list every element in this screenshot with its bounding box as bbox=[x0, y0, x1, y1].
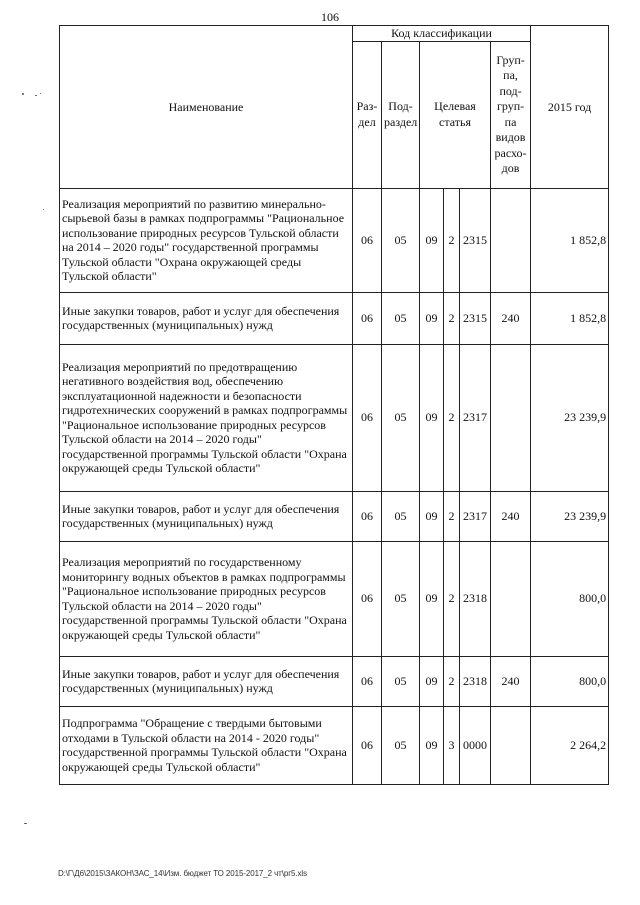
row-amount: 800,0 bbox=[531, 541, 609, 656]
row-target-subprogram: 2 bbox=[444, 292, 460, 344]
row-section: 06 bbox=[353, 344, 382, 491]
row-name: Иные закупки товаров, работ и услуг для обеспечения государственных (муниципальных) нужд bbox=[60, 491, 353, 541]
row-subsection: 05 bbox=[382, 188, 420, 292]
row-target-code: 0000 bbox=[460, 706, 491, 784]
row-section: 06 bbox=[353, 706, 382, 784]
row-amount: 800,0 bbox=[531, 656, 609, 706]
row-target-program: 09 bbox=[420, 656, 444, 706]
header-name: Наименование bbox=[60, 26, 353, 189]
header-year: 2015 год bbox=[531, 26, 609, 189]
header-section: Раз-дел bbox=[353, 41, 382, 188]
row-amount: 23 239,9 bbox=[531, 344, 609, 491]
row-section: 06 bbox=[353, 188, 382, 292]
row-amount: 1 852,8 bbox=[531, 188, 609, 292]
table-row bbox=[60, 491, 609, 541]
row-target-code: 2315 bbox=[460, 188, 491, 292]
scan-speck bbox=[22, 93, 24, 95]
row-expense-group bbox=[491, 541, 531, 656]
row-amount: 1 852,8 bbox=[531, 292, 609, 344]
row-target-code: 2317 bbox=[460, 344, 491, 491]
row-target-program: 09 bbox=[420, 541, 444, 656]
header-row-1 bbox=[60, 26, 609, 42]
header-target: Целевая статья bbox=[420, 41, 491, 188]
row-name: Подпрограмма "Обращение с твердыми бытовыми отходами в Тульской области на 2014 - 2020 годы" государственной программы Тульской области "Охрана окружающей среды Тульской области" bbox=[60, 706, 353, 784]
row-subsection: 05 bbox=[382, 344, 420, 491]
table-row bbox=[60, 344, 609, 491]
scan-speck bbox=[24, 823, 27, 824]
row-section: 06 bbox=[353, 491, 382, 541]
row-section: 06 bbox=[353, 541, 382, 656]
row-subsection: 05 bbox=[382, 541, 420, 656]
scan-speck bbox=[40, 93, 41, 94]
row-target-subprogram: 3 bbox=[444, 706, 460, 784]
scan-speck bbox=[43, 209, 44, 210]
table-row bbox=[60, 188, 609, 292]
row-target-subprogram: 2 bbox=[444, 656, 460, 706]
row-subsection: 05 bbox=[382, 292, 420, 344]
row-name: Иные закупки товаров, работ и услуг для обеспечения государственных (муниципальных) нужд bbox=[60, 292, 353, 344]
scan-speck bbox=[35, 95, 37, 96]
row-target-code: 2315 bbox=[460, 292, 491, 344]
row-section: 06 bbox=[353, 292, 382, 344]
row-target-subprogram: 2 bbox=[444, 344, 460, 491]
row-name: Реализация мероприятий по предотвращению негативного воздействия вод, обеспечению эксплуатационной надежности и безопасности гидротехнических сооружений в рамках подпрограммы "Рациональное использование природных ресурсов Тульской области на 2014 – 2020 годы" государственной программы Тульской области "Охрана окружающей среды Тульской области" bbox=[60, 344, 353, 491]
row-target-program: 09 bbox=[420, 292, 444, 344]
row-target-subprogram: 2 bbox=[444, 188, 460, 292]
page-number: 106 bbox=[321, 10, 339, 24]
table-row bbox=[60, 541, 609, 656]
row-expense-group bbox=[491, 706, 531, 784]
row-name: Иные закупки товаров, работ и услуг для обеспечения государственных (муниципальных) нужд bbox=[60, 656, 353, 706]
budget-table bbox=[59, 25, 609, 785]
row-expense-group: 240 bbox=[491, 292, 531, 344]
row-subsection: 05 bbox=[382, 706, 420, 784]
row-expense-group: 240 bbox=[491, 656, 531, 706]
row-target-code: 2318 bbox=[460, 656, 491, 706]
row-name: Реализация мероприятий по государственному мониторингу водных объектов в рамках подпрограммы "Рациональное использование природных ресурсов Тульской области на 2014 – 2020 годы" государственной программы Тульской области "Охрана окружающей среды Тульской области" bbox=[60, 541, 353, 656]
row-target-subprogram: 2 bbox=[444, 491, 460, 541]
row-subsection: 05 bbox=[382, 656, 420, 706]
row-target-code: 2318 bbox=[460, 541, 491, 656]
row-target-program: 09 bbox=[420, 188, 444, 292]
header-subsection: Под-раздел bbox=[382, 41, 420, 188]
row-name: Реализация мероприятий по развитию минерально-сырьевой базы в рамках подпрограммы "Рациональное использование природных ресурсов Тульской области на 2014 – 2020 годы" государственной программы Тульской области "Охрана окружающей среды Тульской области" bbox=[60, 188, 353, 292]
table-row bbox=[60, 656, 609, 706]
row-target-program: 09 bbox=[420, 706, 444, 784]
row-expense-group: 240 bbox=[491, 491, 531, 541]
header-classification: Код классификации bbox=[353, 26, 531, 42]
header-expense-group: Груп-па, под-груп-па видов расхо-дов bbox=[491, 41, 531, 188]
row-target-program: 09 bbox=[420, 491, 444, 541]
row-expense-group bbox=[491, 188, 531, 292]
row-subsection: 05 bbox=[382, 491, 420, 541]
footer-file-path: D:\Г\Д6\2015\ЗАКОН\ЗАС_14\Изм. бюджет ТО 2015-2017_2 чт\рг5.xls bbox=[58, 869, 307, 878]
row-target-code: 2317 bbox=[460, 491, 491, 541]
table-row bbox=[60, 292, 609, 344]
row-amount: 23 239,9 bbox=[531, 491, 609, 541]
row-amount: 2 264,2 bbox=[531, 706, 609, 784]
row-expense-group bbox=[491, 344, 531, 491]
row-section: 06 bbox=[353, 656, 382, 706]
row-target-subprogram: 2 bbox=[444, 541, 460, 656]
row-target-program: 09 bbox=[420, 344, 444, 491]
table-row bbox=[60, 706, 609, 784]
